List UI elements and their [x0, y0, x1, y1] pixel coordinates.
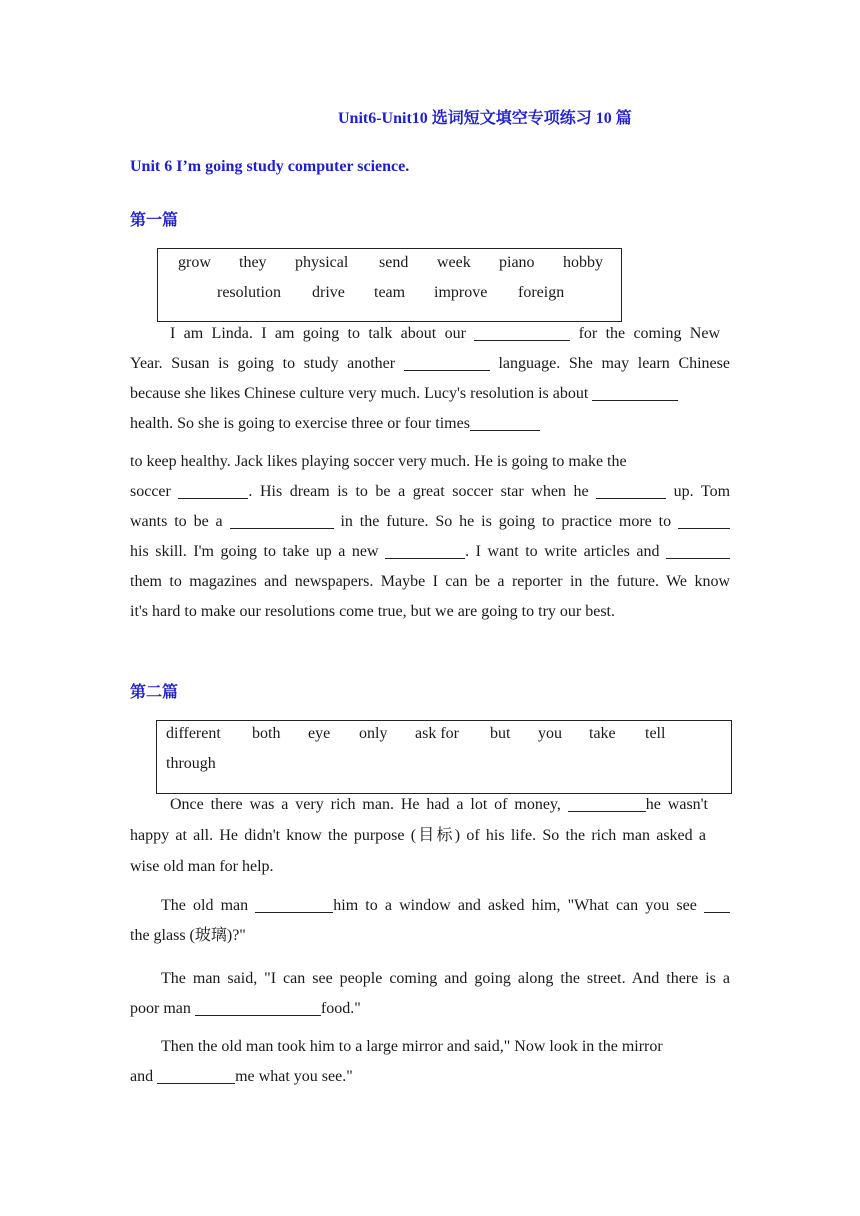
text-line: I am Linda. I am going to talk about our for the coming New [170, 325, 721, 342]
answer-blank[interactable] [474, 324, 570, 341]
word-option: but [490, 725, 511, 742]
word-option: different [166, 725, 221, 742]
word-option: foreign [518, 284, 565, 301]
text-line: The old man him to a window and asked him, "What can you see [130, 891, 730, 921]
answer-blank[interactable] [704, 896, 730, 913]
word-option: only [359, 725, 388, 742]
answer-blank[interactable] [678, 512, 730, 529]
word-option: drive [312, 284, 345, 301]
answer-blank[interactable] [255, 896, 333, 913]
word-option: piano [499, 254, 535, 271]
answer-blank[interactable] [666, 542, 730, 559]
text-line: health. So she is going to exercise three or four times [130, 409, 730, 439]
answer-blank[interactable] [404, 354, 490, 371]
text-line: his skill. I'm going to take up a new . I want to write articles and [130, 537, 730, 567]
text-line: The man said, "I can see people coming and going along the street. And there is a [161, 970, 730, 987]
passage-2-part-2 [130, 891, 730, 951]
answer-blank[interactable] [195, 999, 321, 1016]
word-option: week [437, 254, 471, 271]
word-option: ask for [415, 725, 459, 742]
answer-blank[interactable] [592, 384, 678, 401]
answer-blank[interactable] [568, 795, 646, 812]
text-line: Then the old man took him to a large mirror and said," Now look in the mirror [161, 1038, 663, 1055]
word-option: physical [295, 254, 349, 271]
word-option: tell [645, 725, 666, 742]
page-title: Unit6-Unit10 选词短文填空专项练习 10 篇 [338, 110, 632, 127]
unit-heading: Unit 6 I’m going study computer science. [130, 158, 410, 175]
passage-2-part-4 [130, 1032, 730, 1092]
word-option: resolution [217, 284, 281, 301]
text-line: happy at all. He didn't know the purpose (目标) of his life. So the rich man asked a [130, 827, 706, 844]
word-option: send [379, 254, 409, 271]
word-option: they [239, 254, 267, 271]
word-option: improve [434, 284, 488, 301]
word-box-2 [156, 720, 732, 794]
text-line: Once there was a very rich man. He had a lot of money, he wasn't [170, 796, 709, 813]
text-line: them to magazines and newspapers. Maybe I can be a reporter in the future. We know [130, 573, 730, 590]
text-line: and me what you see." [130, 1068, 353, 1085]
answer-blank[interactable] [230, 512, 334, 529]
word-option: team [374, 284, 406, 301]
text-line: wants to be a in the future. So he is going to practice more to [130, 507, 730, 537]
section-1-heading: 第一篇 [130, 212, 179, 229]
text-line: to keep healthy. Jack likes playing soccer very much. He is going to make the [130, 453, 627, 470]
answer-blank[interactable] [596, 482, 666, 499]
word-option: grow [178, 254, 211, 271]
text-line: soccer . His dream is to be a great soccer star when he up. Tom [130, 483, 731, 500]
word-option: you [538, 725, 562, 742]
passage-2-part-1 [130, 790, 730, 882]
text-line: Year. Susan is going to study another language. She may learn Chinese [130, 355, 730, 372]
passage-2-part-3 [130, 964, 730, 1024]
word-option: both [252, 725, 281, 742]
text-line: wise old man for help. [130, 858, 274, 875]
word-option: hobby [563, 254, 603, 271]
word-option: through [166, 755, 216, 772]
passage-1-part-1 [130, 319, 730, 439]
text-line: poor man food." [130, 1000, 361, 1017]
answer-blank[interactable] [178, 482, 248, 499]
answer-blank[interactable] [157, 1067, 235, 1084]
answer-blank[interactable] [385, 542, 465, 559]
section-2-heading: 第二篇 [130, 684, 179, 701]
text-line: it's hard to make our resolutions come true, but we are going to try our best. [130, 603, 615, 620]
text-line: the glass (玻璃)?" [130, 927, 246, 944]
word-option: take [589, 725, 616, 742]
text-line: because she likes Chinese culture very much. Lucy's resolution is about [130, 379, 730, 409]
answer-blank[interactable] [470, 414, 540, 431]
word-option: eye [308, 725, 331, 742]
passage-1-part-2 [130, 447, 730, 627]
word-box-1 [157, 248, 622, 322]
